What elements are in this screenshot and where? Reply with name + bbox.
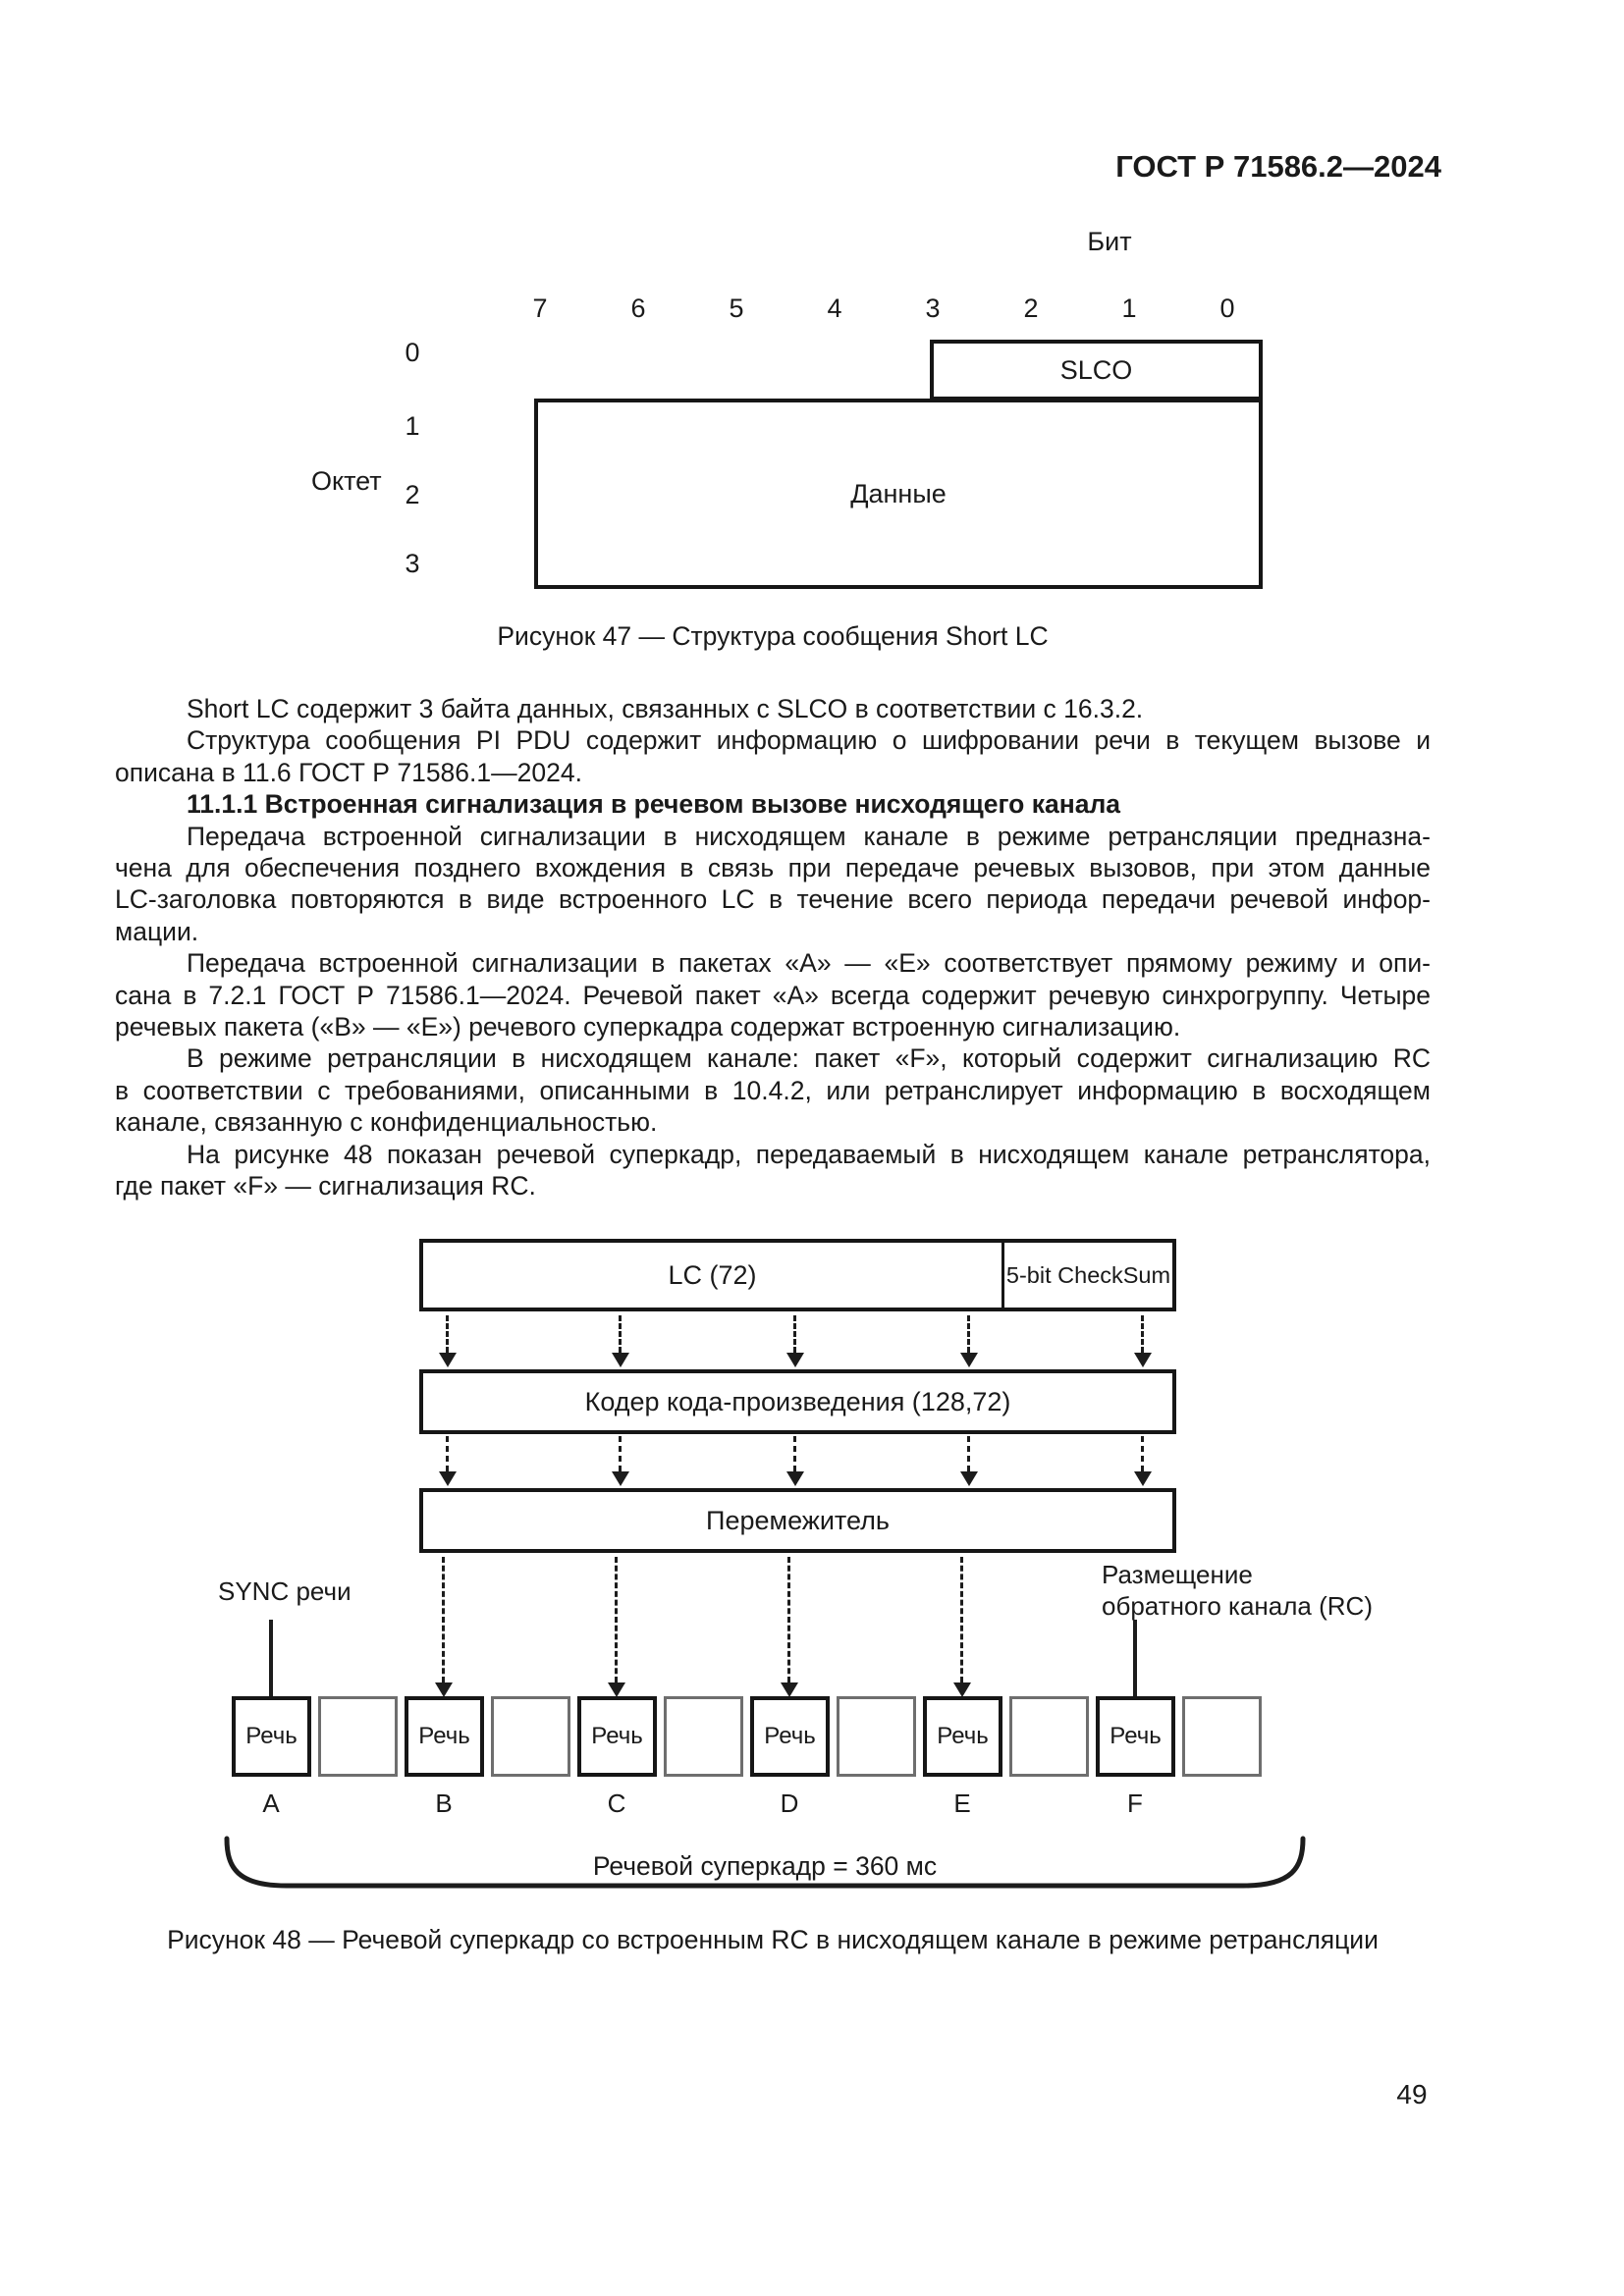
- fig48-encoder-box: [419, 1369, 1176, 1434]
- fig48-speech-box-c: Речь: [577, 1696, 657, 1777]
- down-arrow: [442, 1557, 445, 1682]
- fig48-rc-label-line2: обратного канала (RC): [1102, 1591, 1373, 1621]
- down-arrow: [619, 1315, 622, 1353]
- fig47-bit-numbers-row: [525, 294, 1242, 324]
- fig48-superframe-label: Речевой суперкадр = 360 мс: [592, 1851, 938, 1881]
- body-line: канале, связанную с конфиденциальностью.: [115, 1107, 658, 1138]
- fig48-interleaver-label: Перемежитель: [706, 1505, 890, 1535]
- body-heading-11-1-1: 11.1.1 Встроенная сигнализация в речевом вызове нисходящего канала: [187, 789, 1121, 820]
- fig48-sync-pointer-line: [269, 1620, 273, 1696]
- fig48-sync-label: SYNC речи: [218, 1576, 352, 1606]
- fig47-octet-number: 0: [405, 338, 420, 367]
- fig47-slco-box: [930, 340, 1263, 400]
- body-line: На рисунке 48 показан речевой суперкадр, передаваемый в нисходящем канале ретранслятора,: [187, 1139, 1431, 1169]
- body-line: описана в 11.6 ГОСТ Р 71586.1—2024.: [115, 757, 582, 787]
- fig48-rc-label-line1: Размещение: [1102, 1560, 1253, 1589]
- fig48-caption: Рисунок 48 — Речевой суперкадр со встроенным RC в нисходящем канале в режиме ретрансляции: [167, 1925, 1379, 1954]
- body-line: речевых пакета («В» — «Е») речевого суперкадра содержат встроенную сигнализацию.: [115, 1012, 1181, 1042]
- fig48-packet-letter: B: [435, 1789, 453, 1818]
- fig47-data-box: [534, 399, 1263, 589]
- fig48-packet-letter: C: [607, 1789, 626, 1818]
- fig47-data-label: Данные: [850, 478, 947, 508]
- fig48-lc-cell: LC (72): [423, 1243, 1004, 1308]
- fig48-lc-checksum-bar: [419, 1239, 1176, 1311]
- fig47-caption: Рисунок 47 — Структура сообщения Short LC: [497, 621, 1049, 651]
- fig48-empty-box: [1009, 1696, 1089, 1777]
- fig47-octet-number: 3: [405, 549, 420, 578]
- page-header: ГОСТ Р 71586.2—2024: [1115, 149, 1441, 184]
- fig48-packet-letter: F: [1127, 1789, 1143, 1818]
- body-text: [115, 693, 1431, 1202]
- fig48-packet-letter: A: [262, 1789, 280, 1818]
- down-arrow: [787, 1557, 790, 1682]
- fig48-empty-box: [491, 1696, 570, 1777]
- fig47-octet-number: 2: [405, 480, 420, 509]
- fig48-speech-box-b: Речь: [405, 1696, 484, 1777]
- fig48-speech-box-d: Речь: [750, 1696, 830, 1777]
- fig48-empty-box: [318, 1696, 398, 1777]
- page-number: 49: [1396, 2079, 1428, 2109]
- fig48-checksum-cell: 5-bit CheckSum: [1005, 1261, 1171, 1288]
- fig47-octet-axis-label: Октет: [311, 466, 382, 496]
- down-arrow: [615, 1557, 618, 1682]
- body-line: где пакет «F» — сигнализация RC.: [115, 1171, 536, 1201]
- fig48-speech-box-e: Речь: [923, 1696, 1002, 1777]
- fig48-rc-pointer-line: [1133, 1620, 1137, 1696]
- fig47-bit-number: 1: [1121, 294, 1137, 323]
- body-line: в соответствии с требованиями, описанными в 10.4.2, или ретранслирует информацию в восходящем: [115, 1075, 1431, 1105]
- fig48-interleaver-box: [419, 1488, 1176, 1553]
- fig47-bit-number: 2: [1023, 294, 1039, 323]
- body-line: Структура сообщения PI PDU содержит информацию о шифровании речи в текущем вызове и: [187, 725, 1431, 756]
- body-line: LC-заголовка повторяются в виде встроенного LC в течение всего периода передачи речевой инфор-: [115, 884, 1431, 915]
- fig48-packet-letter: E: [953, 1789, 971, 1818]
- body-line: сана в 7.2.1 ГОСТ Р 71586.1—2024. Речевой пакет «А» всегда содержит речевую синхрогруппу. Четыре: [115, 980, 1431, 1010]
- fig48-empty-box: [664, 1696, 743, 1777]
- fig47-bit-axis-label: Бит: [1087, 227, 1132, 256]
- body-line: чена для обеспечения позднего вхождения в связь при передаче речевых вызовов, при этом данные: [115, 853, 1431, 883]
- fig48-empty-box: [837, 1696, 916, 1777]
- down-arrow: [793, 1436, 796, 1471]
- down-arrow: [446, 1315, 449, 1353]
- fig47-bit-number: 7: [532, 294, 548, 323]
- fig47-bit-number: 6: [630, 294, 646, 323]
- fig48-packet-letter: D: [780, 1789, 799, 1818]
- down-arrow: [446, 1436, 449, 1471]
- body-line: Short LC содержит 3 байта данных, связанных с SLCO в соответствии с 16.3.2.: [187, 694, 1144, 723]
- fig47-octet-number: 1: [405, 411, 420, 441]
- down-arrow: [960, 1557, 963, 1682]
- fig48-speech-box-f: Речь: [1096, 1696, 1175, 1777]
- body-line: Передача встроенной сигнализации в пакетах «А» — «Е» соответствует прямому режиму и опи-: [187, 948, 1431, 979]
- down-arrow: [1141, 1315, 1144, 1353]
- body-line: мации.: [115, 916, 199, 946]
- fig48-encoder-label: Кодер кода-произведения (128,72): [584, 1386, 1011, 1416]
- fig48-speech-box-a: Речь: [232, 1696, 311, 1777]
- down-arrow: [967, 1436, 970, 1471]
- fig47-bit-number: 3: [925, 294, 941, 323]
- down-arrow: [1141, 1436, 1144, 1471]
- fig48-empty-box: [1182, 1696, 1262, 1777]
- down-arrow: [793, 1315, 796, 1353]
- down-arrow: [619, 1436, 622, 1471]
- fig47-bit-number: 4: [827, 294, 842, 323]
- fig48-rc-label: [1102, 1559, 1373, 1622]
- body-line: Передача встроенной сигнализации в нисходящем канале в режиме ретрансляции предназна-: [187, 821, 1431, 851]
- fig47-slco-label: SLCO: [1059, 354, 1133, 385]
- fig47-bit-number: 0: [1219, 294, 1235, 323]
- body-line: В режиме ретрансляции в нисходящем канале: пакет «F», который содержит сигнализацию RC: [187, 1043, 1431, 1074]
- down-arrow: [967, 1315, 970, 1353]
- fig47-bit-number: 5: [729, 294, 744, 323]
